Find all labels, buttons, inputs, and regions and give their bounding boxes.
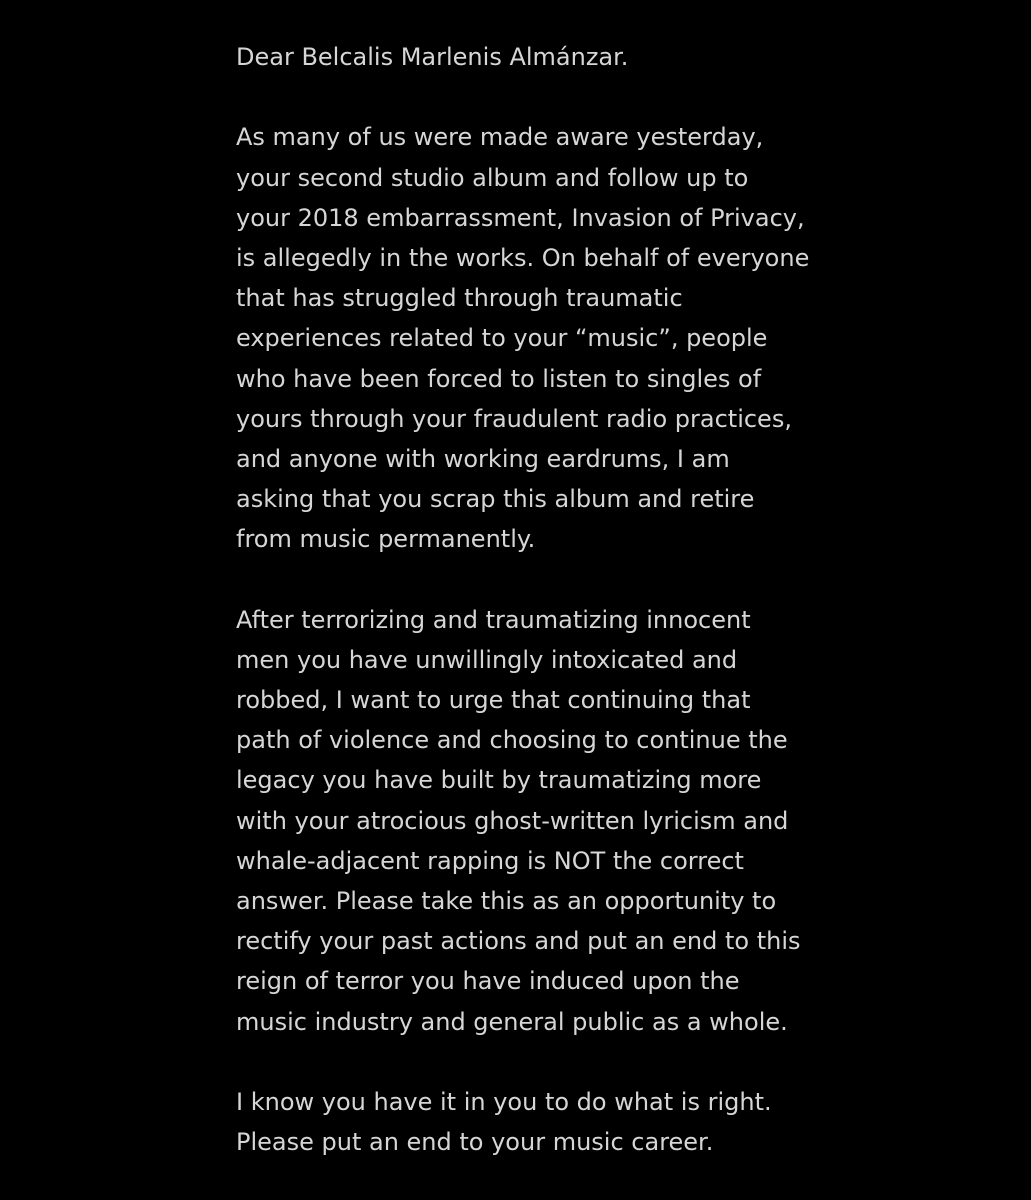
text-line: answer. Please take this as an opportunity to [236,886,777,915]
text-line: from music permanently. [236,525,536,554]
text-line: asking that you scrap this album and retire [236,485,755,514]
text-line: rectify your past actions and put an end to this [236,927,801,956]
text-line: path of violence and choosing to continue the [236,726,788,755]
text-line: yours through your fraudulent radio practices, [236,404,792,433]
text-line: reign of terror you have induced upon the [236,967,740,996]
text-line: is allegedly in the works. On behalf of everyone [236,243,810,272]
text-line: that has struggled through traumatic [236,284,683,313]
text-line: legacy you have built by traumatizing more [236,766,762,795]
text-line: experiences related to your “music”, people [236,324,768,353]
text-line: your second studio album and follow up to [236,163,749,192]
text-line: After terrorizing and traumatizing innocent [236,605,751,634]
text-line: robbed, I want to urge that continuing that [236,686,751,714]
paragraph-gap [236,559,996,599]
letter-text [236,37,996,1162]
text-line: whale-adjacent rapping is NOT the correct [236,846,744,875]
text-line: I know you have it in you to do what is right. [236,1087,772,1116]
paragraph-3 [236,1082,996,1162]
text-line: Please put an end to your music career. [236,1128,714,1157]
text-line: As many of us were made aware yesterday, [236,123,764,152]
paragraph-gap [236,77,996,117]
text-line: and anyone with working eardrums, I am [236,444,730,473]
text-line: with your atrocious ghost-written lyricism and [236,806,789,835]
paragraph-2 [236,600,996,1042]
text-line: who have been forced to listen to singles of [236,364,762,393]
salutation-line: Dear Belcalis Marlenis Almánzar. [236,43,629,71]
text-line: your 2018 embarrassment, Invasion of Privacy, [236,203,805,232]
paragraph-1 [236,117,996,559]
text-line: men you have unwillingly intoxicated and [236,645,738,674]
paragraph-gap [236,1042,996,1082]
text-line: music industry and general public as a whole. [236,1007,788,1036]
